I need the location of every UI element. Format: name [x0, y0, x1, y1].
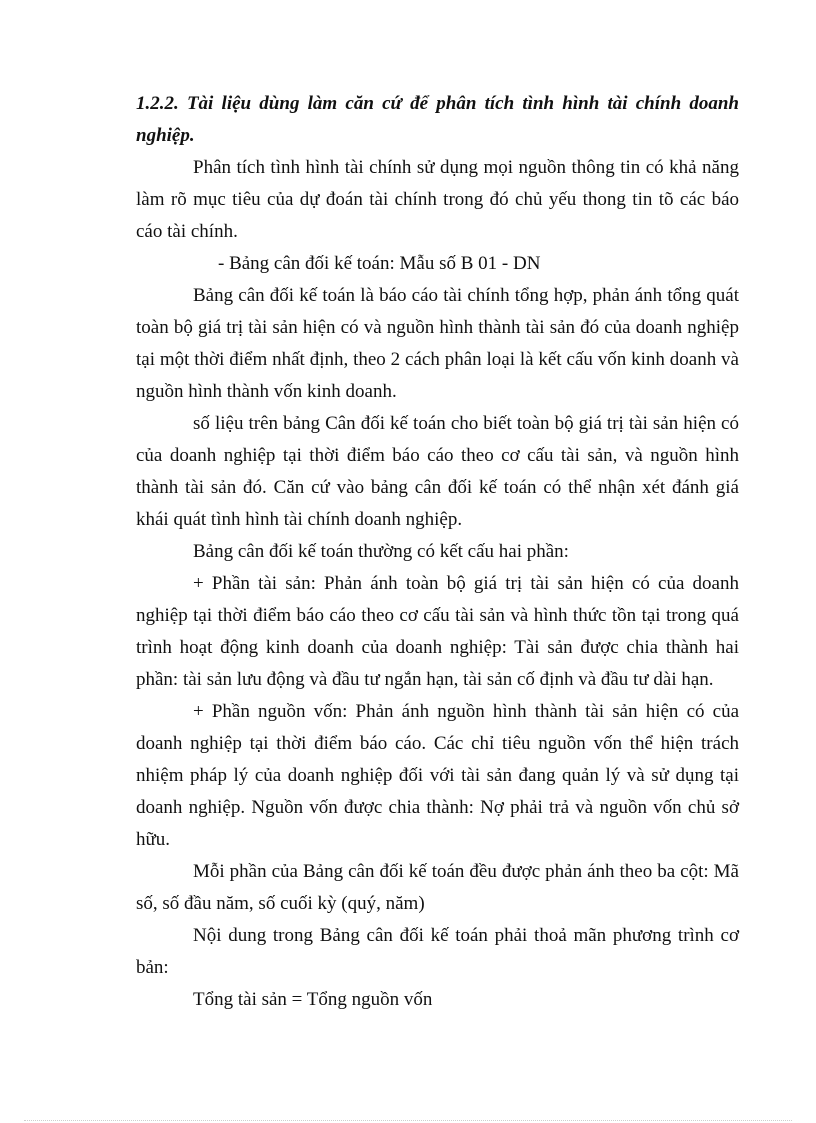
paragraph-balance-sheet-definition: Bảng cân đối kế toán là báo cáo tài chính tổng hợp, phản ánh tổng quát toàn bộ giá trị tài sản hiện có và nguồn hình thành tài sản đó của doanh nghiệp tại một thời điểm nhất định, theo 2 cách phân loại là kết cấu vốn kinh doanh và nguồn hình thành vốn kinh doanh. — [136, 285, 739, 402]
page-bottom-divider — [24, 1120, 792, 1121]
paragraph-balance-sheet-data: số liệu trên bảng Cân đối kế toán cho biết toàn bộ giá trị tài sản hiện có của doanh nghiệp tại thời điểm báo cáo theo cơ cấu tài sản, và nguồn hình thành tài sản đó. Căn cứ vào bảng cân đối kế toán có thể nhận xét đánh giá khái quát tình hình tài chính doanh nghiệp. — [136, 413, 739, 530]
paragraph-equation-intro: Nội dung trong Bảng cân đối kế toán phải thoả mãn phương trình cơ bản: — [136, 925, 739, 978]
document-body — [136, 88, 739, 1016]
paragraph-intro: Phân tích tình hình tài chính sử dụng mọi nguồn thông tin có khả năng làm rõ mục tiêu của dự đoán tài chính trong đó chủ yếu thong tin tõ các báo cáo tài chính. — [136, 157, 739, 242]
paragraph-assets-part: + Phần tài sản: Phản ánh toàn bộ giá trị tài sản hiện có của doanh nghiệp tại thời điểm báo cáo theo cơ cấu tài sản và hình thức tồn tại trong quá trình hoạt động kinh doanh của doanh nghiệp: Tài sản được chia thành hai phần: tài sản lưu động và đầu tư ngắn hạn, tài sản cố định và đầu tư dài hạn. — [136, 573, 739, 690]
equation-line: Tổng tài sản = Tổng nguồn vốn — [193, 989, 433, 1010]
bullet-balance-sheet: - Bảng cân đối kế toán: Mẫu số B 01 - DN — [218, 253, 541, 274]
section-heading: 1.2.2. Tài liệu dùng làm căn cứ để phân tích tình hình tài chính doanh nghiệp. — [136, 93, 739, 146]
paragraph-columns: Mỗi phần của Bảng cân đối kế toán đều được phản ánh theo ba cột: Mã số, số đầu năm, số cuối kỳ (quý, năm) — [136, 861, 739, 914]
paragraph-capital-part: + Phần nguồn vốn: Phản ánh nguồn hình thành tài sản hiện có của doanh nghiệp tại thời điểm báo cáo. Các chỉ tiêu nguồn vốn thể hiện trách nhiệm pháp lý của doanh nghiệp đối với tài sản đang quản lý và sử dụng tại doanh nghiệp. Nguồn vốn được chia thành: Nợ phải trả và nguồn vốn chủ sở hữu. — [136, 701, 739, 850]
paragraph-structure: Bảng cân đối kế toán thường có kết cấu hai phần: — [193, 541, 569, 562]
